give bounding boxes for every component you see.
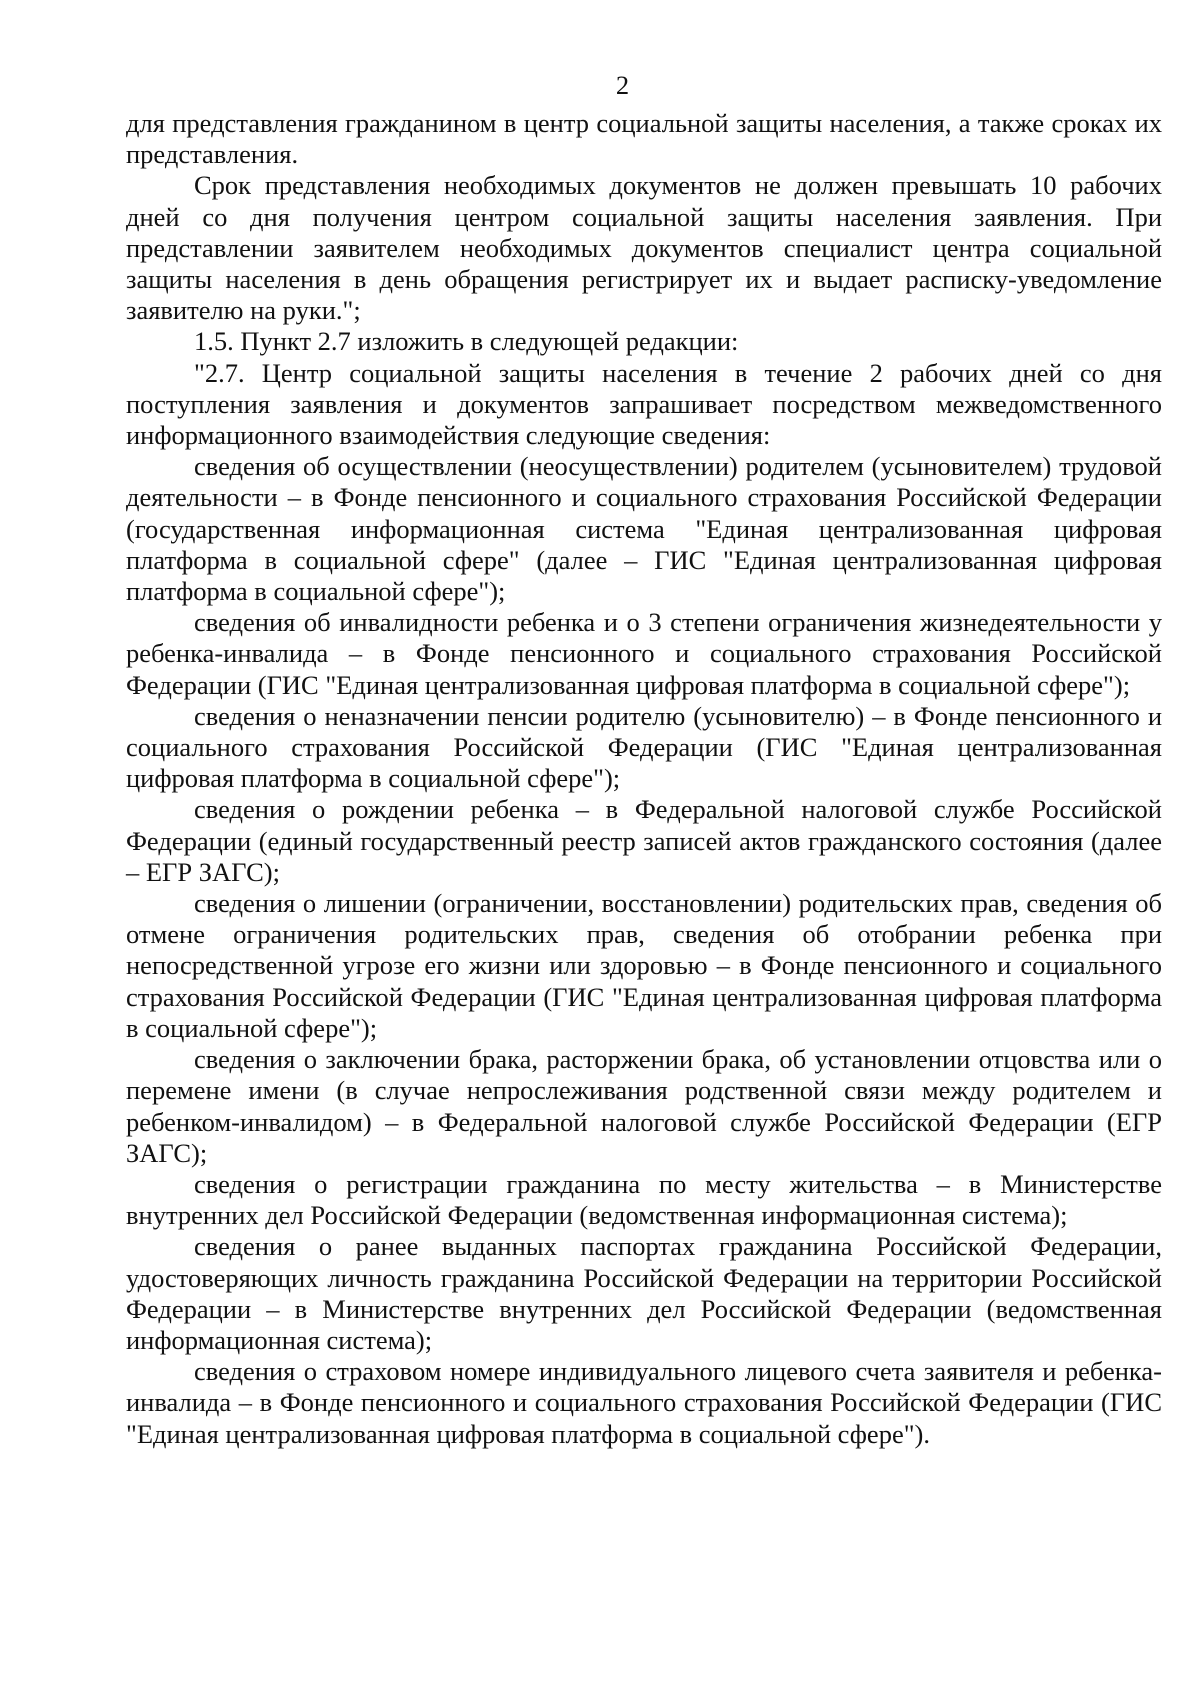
paragraph-labor-activity: сведения об осуществлении (неосуществлении) родителем (усыновителем) трудовой деятельности – в Фонде пенсионного и социального страхования Российской Федерации (государственная информационная система "Единая централизованная цифровая платформа в социальной сфере" (далее – ГИС "Единая централизованная цифровая платформа в социальной сфере"); bbox=[126, 451, 1162, 607]
paragraph-document-deadline: Срок представления необходимых документов не должен превышать 10 рабочих дней со дня получения центром социальной защиты населения заявления. При представлении заявителем необходимых документов специалист центра социальной защиты населения в день обращения регистрирует их и выдает расписку-уведомление заявителю на руки."; bbox=[126, 170, 1162, 326]
paragraph-passports: сведения о ранее выданных паспортах гражданина Российской Федерации, удостоверяющих личность гражданина Российской Федерации на территории Российской Федерации – в Министерстве внутренних дел Российской Федерации (ведомственная информационная система); bbox=[126, 1231, 1162, 1355]
document-body bbox=[126, 108, 1162, 1450]
paragraph-birth: сведения о рождении ребенка – в Федеральной налоговой службе Российской Федерации (единый государственный реестр записей актов гражданского состояния (далее – ЕГР ЗАГС); bbox=[126, 794, 1162, 887]
paragraph-amendment-1-5: 1.5. Пункт 2.7 изложить в следующей редакции: bbox=[194, 326, 739, 357]
paragraph-clause-2-7: "2.7. Центр социальной защиты населения в течение 2 рабочих дней со дня поступления заявления и документов запрашивает посредством межведомственного информационного взаимодействия следующие сведения: bbox=[126, 357, 1162, 451]
paragraph-pension: сведения о неназначении пенсии родителю (усыновителю) – в Фонде пенсионного и социального страхования Российской Федерации (ГИС "Единая централизованная цифровая платформа в социальной сфере"); bbox=[126, 700, 1162, 794]
paragraph-insurance-number: сведения о страховом номере индивидуального лицевого счета заявителя и ребенка-инвалида – в Фонде пенсионного и социального страхования Российской Федерации (ГИС "Единая централизованная цифровая платформа в социальной сфере"). bbox=[126, 1356, 1162, 1449]
paragraph-disability: сведения об инвалидности ребенка и о 3 степени ограничения жизнедеятельности у ребенка-инвалида – в Фонде пенсионного и социального страхования Российской Федерации (ГИС "Единая централизованная цифровая платформа в социальной сфере"); bbox=[126, 607, 1162, 700]
page-number: 2 bbox=[615, 70, 630, 100]
paragraph-registration: сведения о регистрации гражданина по месту жительства – в Министерстве внутренних дел Российской Федерации (ведомственная информационная система); bbox=[126, 1168, 1162, 1231]
paragraph-marriage: сведения о заключении брака, расторжении брака, об установлении отцовства или о перемене имени (в случае непрослеживания родственной связи между родителем и ребенком-инвалидом) – в Федеральной налоговой службе Российской Федерации (ЕГР ЗАГС); bbox=[126, 1044, 1162, 1168]
paragraph-continuation: для представления гражданином в центр социальной защиты населения, а также сроках их представления. bbox=[126, 108, 1162, 170]
paragraph-parental-rights: сведения о лишении (ограничении, восстановлении) родительских прав, сведения об отмене ограничения родительских прав, сведения об отобрании ребенка при непосредственной угрозе его жизни или здоровью – в Фонде пенсионного и социального страхования Российской Федерации (ГИС "Единая централизованная цифровая платформа в социальной сфере"); bbox=[126, 888, 1162, 1043]
